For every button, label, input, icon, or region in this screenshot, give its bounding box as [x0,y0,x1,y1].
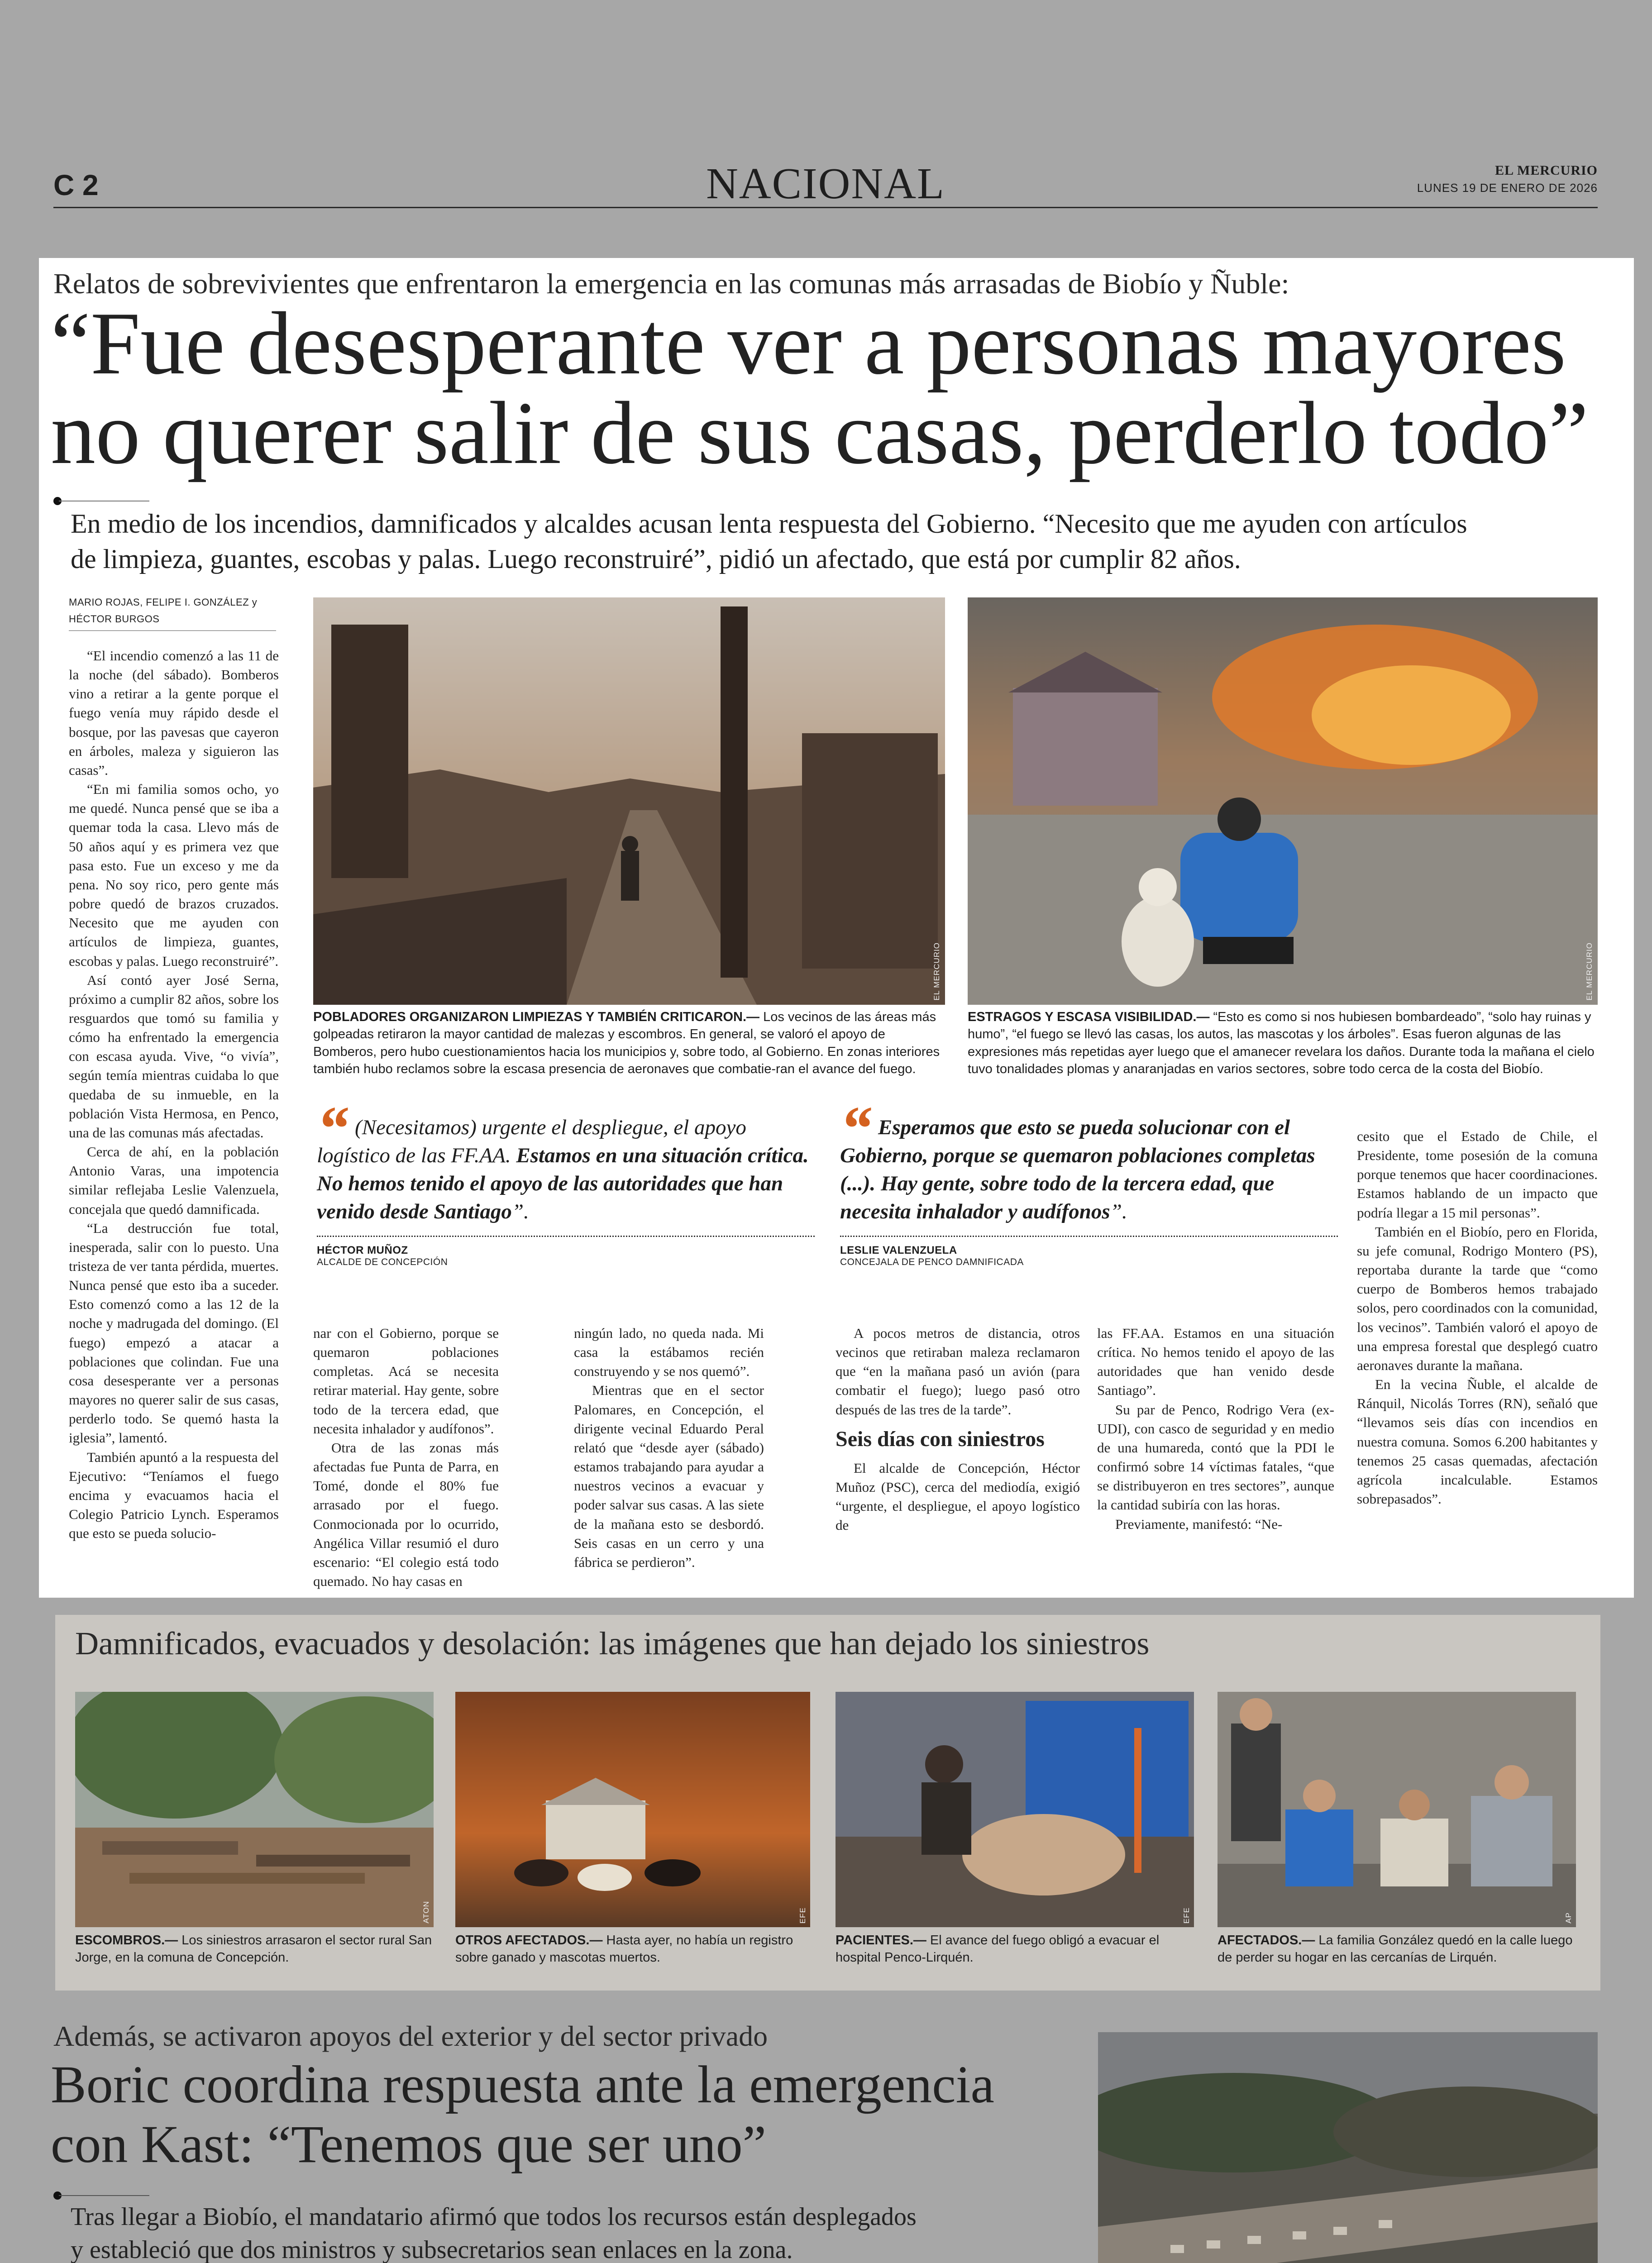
headline-line: “Fue desesperante ver a personas mayores [51,294,1566,393]
story-2-kicker: Además, se activaron apoyos del exterior y del sector privado [53,2020,768,2052]
subhead: Seis días con siniestros [836,1427,1045,1451]
story-1-kicker: Relatos de sobrevivientes que enfrentaron la emergencia en las comunas más arrasadas de Biobío y Ñuble: [53,267,1289,300]
story-1-column-1: “El incendio comenzó a las 11 de la noche (del sábado). Bomberos vino a retirar a la gente porque el fuego venía muy rápido desde el bosque, por las pavesas que cayeron en árboles, maleza y siguieron las casas”. “En mi familia somos ocho, yo me quedé. Nunca pensé que se iba a quemar toda la casa. Llevo más de 50 años aquí y es primera vez que pasa esto. Fue un exceso y me da pena. No soy rico, pero gente más pobre quedó de brazos cruzados. Necesito que me ayuden con artículos de limpieza, guantes, escobas y palas. Luego reconstruiré”. Así contó ayer José Serna, próximo a cumplir 82 años, sobre los resguardos que tomó su familia y cómo ha enfrentado la emergencia con escasa ayuda. Vive, “o vivía”, según temía mientras cuidaba lo que quedaba de su inmueble, en la población Vista Hermosa, en Penco, una de las comunas más afectadas. Cerca de ahí, en la población Antonio Varas, una impotencia similar reflejaba Leslie Valenzuela, concejala que quedó damnificada. “La destrucción fue total, inesperada, salir con lo puesto. Una tristeza de ver tanta pérdida, muertes. Nunca pensé que esto iba a suceder. Esto comenzó como a las 12 de la noche y madrugada del domingo. (El fuego) empezó a atacar a poblaciones que colindan. Fue una cosa desesperante ver a personas mayores no querer salir de sus casas, perderlo todo. Se quemó hasta la iglesia”, lamentó. También apuntó a la respuesta del Ejecutivo: “Teníamos el fuego encima y evacuamos hacia el Colegio Patricio Lynch. Esperamos que esto se pueda solucio- [69,648,279,1542]
caption-head: PACIENTES.— [836,1933,926,1948]
caption-head: ESCOMBROS.— [75,1933,178,1948]
photo-aerial-burn [1098,2032,1598,2263]
gallery-caption-2: OTROS AFECTADOS.— Hasta ayer, no había un registro sobre ganado y mascotas muertos. [455,1933,793,1965]
divider [840,1236,1338,1237]
gallery-photo-hospital [836,1692,1194,1927]
photo-1-caption: POBLADORES ORGANIZARON LIMPIEZAS Y TAMBIÉN CRITICARON.— Los vecinos de las áreas más golpeadas retiraron la mayor cantidad de malezas y escombros. En general, se valoró el apoyo de Bomberos, pero hubo cuestionamientos hacia los municipios y, sobre todo, al Gobierno. En zonas interiores también hubo reclamos sobre la escasa presencia de aeronaves que combatie-ran el avance del fuego. [313,1010,940,1076]
quote-author: HÉCTOR MUÑOZ [317,1244,408,1257]
gallery-photo-rubble [75,1692,434,1927]
section-title: NACIONAL [706,159,945,208]
caption-head: ESTRAGOS Y ESCASA VISIBILIDAD.— [968,1010,1210,1024]
story-1-column-5: las FF.AA. Estamos en una situación crítica. No hemos tenido el apoyo de las autoridades que han venido desde Santiago”. Su par de Penco, Rodrigo Vera (ex-UDI), con casco de seguridad y en medio de una humareda, contó que la PDI le confirmó sobre 14 víctimas fatales, “que se distribuyeron en tres sectores”, aunque la cantidad subiría con las horas. Previamente, manifestó: “Ne- [1097,1325,1334,1532]
pull-quote-1: “ (Necesitamos) urgente el despliegue, el apoyo logístico de las FF.AA. Estamos en una situación crítica. No hemos tenido el apoyo de las autoridades que han venido desde Santiago”. HÉCTOR MUÑOZ ALCALDE DE CONCEPCIÓN [317,1113,815,1268]
quote-mark-icon: “ [317,1093,349,1164]
caption-head: AFECTADOS.— [1218,1933,1315,1948]
photo-credit: EL MERCURIO [932,942,941,1000]
story-1-column-2: nar con el Gobierno, porque se quemaron poblaciones completas. Acá se necesita retirar material. Hay gente, sobre todo de la tercera edad, que necesita inhalador y audífonos”. Otra de las zonas más afectadas fue Punta de Parra, en Tomé, donde el 80% fue arrasado por el fuego. Conmocionada por lo ocurrido, Angélica Villar resumió el duro escenario: “El colegio está todo quemado. No hay casas en [313,1325,499,1590]
quote-mark-icon: “ [840,1093,872,1164]
photo-credit: EFE [1182,1907,1191,1924]
caption-head: POBLADORES ORGANIZARON LIMPIEZAS Y TAMBIÉN CRITICARON.— [313,1010,760,1024]
photo-credit: ATON [422,1901,430,1924]
issue-date: LUNES 19 DE ENERO DE 2026 [1417,181,1598,195]
story-1-headline [51,294,1608,482]
photo-burned-street [313,597,945,1005]
photo-credit: AP [1564,1912,1573,1924]
page-code: C 2 [53,169,99,201]
photo-man-with-dog [968,597,1598,1005]
caption-head: OTROS AFECTADOS.— [455,1933,603,1948]
gallery-photo-family [1218,1692,1576,1927]
photo-credit: EL MERCURIO [1585,942,1594,1000]
story-1-column-6: cesito que el Estado de Chile, el Presidente, tome posesión de la comuna porque tenemos que hacer coordinaciones. Estamos hablando de un impacto que podría llegar a 15 mil personas”. También en el Biobío, pero en Florida, su jefe comunal, Rodrigo Montero (PS), reportaba durante la tarde que “como cuerpo de Bomberos hemos trabajado solos, pero coordinados con la comunidad, los vecinos”. También valoró el apoyo de una empresa forestal que desplegó cuatro aeronaves durante la mañana. En la vecina Ñuble, el alcalde de Ránquil, Nicolás Torres (RN), señaló que “llevamos seis días con incendios en nuestra comuna. Somos 6.200 habitantes y tenemos 25 casas quemadas, afectación agrícola incalculable. Estamos sobrepasados”. [1357,1128,1598,1507]
story-1-lede: En medio de los incendios, damnificados y alcaldes acusan lenta respuesta del Gobierno. “Necesito que me ayuden con artículos de limpieza, guantes, escobas y palas. Luego reconstruiré”, pidió un afectado, que está por cumplir 82 años. [71,509,1467,574]
photo-credit: EFE [798,1907,807,1924]
pull-quote-2: “ Esperamos que esto se pueda solucionar con el Gobierno, porque se quemaron poblaciones completas (...). Hay gente, sobre todo de la tercera edad, que necesita inhalador y audífonos”. LESLIE VALENZUELA CONCEJALA DE PENCO DAMNIFICADA [840,1113,1338,1268]
story-2-headline: Boric coordina respuesta ante la emergencia con Kast: “Tenemos que ser uno” [51,2055,994,2174]
bullet-rule [59,2195,149,2196]
quote-author: LESLIE VALENZUELA [840,1244,957,1257]
story-2-lede: Tras llegar a Biobío, el mandatario afirmó que todos los recursos están desplegados y estableció que dos ministros y subsecretarios sean enlaces en la zona. [71,2203,917,2263]
gallery-caption-1: ESCOMBROS.— Los siniestros arrasaron el sector rural San Jorge, en la comuna de Concepción. [75,1933,432,1965]
gallery-photo-livestock [455,1692,810,1927]
story-1-column-3: ningún lado, no queda nada. Mi casa la estábamos recién construyendo y se nos quemó”. Mientras que en el sector Palomares, en Concepción, el dirigente vecinal Eduardo Peral relató que “desde ayer (sábado) estamos trabajando para ayudar a nuestros vecinos a evacuar y poder salvar sus casas. A las siete de la mañana esto se desbordó. Seis casas en un cerro y una fábrica se perdieron”. [574,1325,764,1570]
story-1-column-4: A pocos metros de distancia, otros vecinos que retiraban maleza reclamaron que “en la mañana pasó un avión (para combatir el fuego); luego pasó otro después de las tres de la tarde”. Seis días con siniestros El alcalde de Concepción, Héctor Muñoz (PSC), cerca del mediodía, exigió “urgente, el despliegue, el apoyo logístico de [836,1325,1080,1533]
newspaper-name: EL MERCURIO [1495,163,1598,178]
gallery-caption-3: PACIENTES.— El avance del fuego obligó a evacuar el hospital Penco-Lirquén. [836,1933,1160,1965]
headline-line: no querer salir de sus casas, perderlo todo” [51,383,1589,482]
gallery-title: Damnificados, evacuados y desolación: las imágenes que han dejado los siniestros [75,1625,1150,1661]
masthead [53,149,1598,208]
quote-author-role: ALCALDE DE CONCEPCIÓN [317,1257,448,1268]
photo-2-caption: ESTRAGOS Y ESCASA VISIBILIDAD.— “Esto es como si nos hubiesen bombardeado”, “solo hay ruinas y humo”, “el fuego se llevó las casas, los autos, las mascotas y los árboles”. Esas fueron algunas de las expresiones más repetidas ayer luego que el amanecer revelara los daños. Durante toda la mañana el cielo tuvo tonalidades plomas y anaranjadas en varios sectores, sobre todo cerca de la costa del Biobío. [968,1010,1595,1076]
divider [317,1236,815,1237]
story-1-byline: MARIO ROJAS, FELIPE I. GONZÁLEZ y HÉCTOR BURGOS [69,594,276,631]
gallery-caption-4: AFECTADOS.— La familia González quedó en la calle luego de perder su hogar en las cercanías de Lirquén. [1218,1933,1573,1965]
quote-author-role: CONCEJALA DE PENCO DAMNIFICADA [840,1257,1024,1268]
